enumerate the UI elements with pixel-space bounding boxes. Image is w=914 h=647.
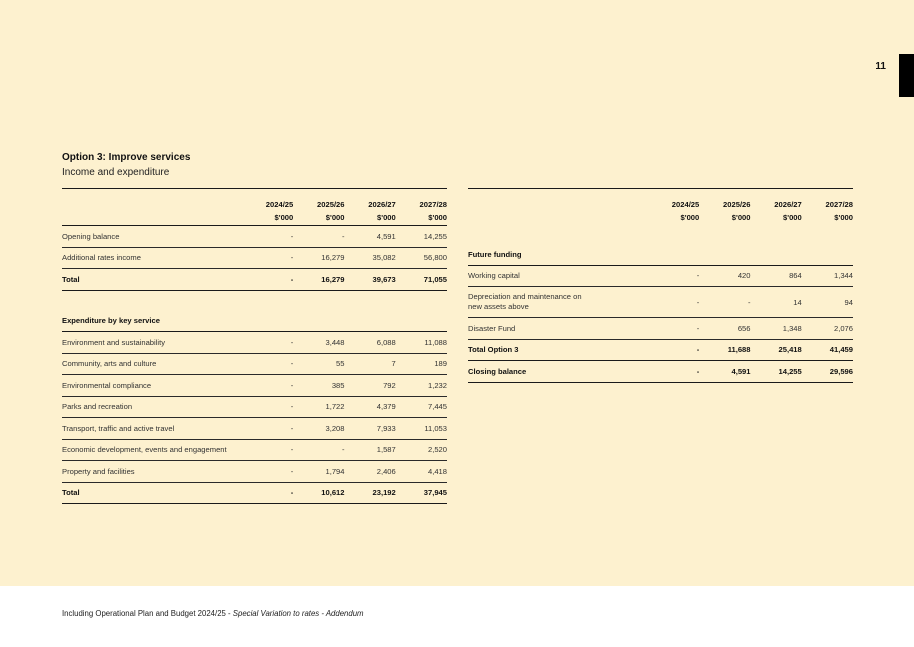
- total-value: 4,591: [699, 361, 750, 383]
- row-value: 1,348: [751, 318, 802, 340]
- total-value: -: [242, 482, 293, 504]
- total-value: 39,673: [345, 269, 396, 291]
- column-unit: $'000: [731, 212, 751, 222]
- column-year: 2026/27: [751, 189, 802, 210]
- row-label: Depreciation and maintenance on new assets above: [468, 287, 648, 318]
- total-label: Total: [62, 482, 242, 504]
- total-value: 23,192: [345, 482, 396, 504]
- table-row: [62, 461, 447, 483]
- row-label: Parks and recreation: [62, 396, 242, 418]
- row-label: Community, arts and culture: [62, 353, 242, 375]
- total-label: Closing balance: [468, 361, 648, 383]
- total-value: 16,279: [293, 269, 344, 291]
- row-value: 4,379: [345, 396, 396, 418]
- column-year: 2026/27: [345, 189, 396, 210]
- row-label: Property and facilities: [62, 461, 242, 483]
- row-value: 656: [699, 318, 750, 340]
- row-value: -: [699, 287, 750, 318]
- column-unit: $'000: [396, 209, 447, 226]
- row-value: -: [242, 226, 293, 248]
- row-value: 3,208: [293, 418, 344, 440]
- table-row: [62, 439, 447, 461]
- page-number: 11: [875, 61, 886, 72]
- row-value: 7,933: [345, 418, 396, 440]
- row-value: 7,445: [396, 396, 447, 418]
- income-expenditure-table: [62, 188, 447, 504]
- row-value: 16,279: [293, 247, 344, 269]
- row-label: Opening balance: [62, 226, 242, 248]
- total-label: Total: [62, 269, 242, 291]
- row-label: Disaster Fund: [468, 318, 648, 340]
- table-row: [62, 375, 447, 397]
- expenditure-total-row: [62, 482, 447, 504]
- row-value: -: [242, 375, 293, 397]
- row-value: 1,794: [293, 461, 344, 483]
- row-value: 189: [396, 353, 447, 375]
- row-value: 1,587: [345, 439, 396, 461]
- row-value: 1,232: [396, 375, 447, 397]
- table-row: [62, 226, 447, 248]
- table-row: [468, 265, 853, 287]
- section-heading-row: [468, 244, 853, 265]
- row-value: 3,448: [293, 332, 344, 354]
- column-unit: $'000: [345, 209, 396, 226]
- total-value: 14,255: [751, 361, 802, 383]
- row-value: -: [293, 226, 344, 248]
- row-value: -: [242, 461, 293, 483]
- footer-text: Including Operational Plan and Budget 2024/25 -: [62, 609, 233, 618]
- table-row: [62, 332, 447, 354]
- row-value: -: [242, 396, 293, 418]
- row-value: 1,344: [802, 265, 853, 287]
- total-value: 41,459: [802, 339, 853, 361]
- future-funding-heading: Future funding: [468, 244, 853, 265]
- row-value: -: [242, 247, 293, 269]
- row-value: 94: [802, 287, 853, 318]
- row-value: -: [648, 318, 699, 340]
- row-value: -: [648, 265, 699, 287]
- total-value: 11,688: [699, 339, 750, 361]
- row-value: 11,088: [396, 332, 447, 354]
- table-row: [468, 318, 853, 340]
- page-subtitle: Income and expenditure: [62, 167, 170, 178]
- row-label: Working capital: [468, 265, 648, 287]
- total-value: -: [648, 361, 699, 383]
- row-value: 14: [751, 287, 802, 318]
- column-year: 2024/25: [242, 189, 293, 210]
- future-funding-table: [468, 188, 853, 383]
- row-value: 864: [751, 265, 802, 287]
- row-value: 11,053: [396, 418, 447, 440]
- page-tab-marker: [899, 54, 914, 97]
- column-unit: $'000: [834, 212, 853, 222]
- row-value: 385: [293, 375, 344, 397]
- row-label: Environment and sustainability: [62, 332, 242, 354]
- column-unit: $'000: [242, 209, 293, 226]
- row-value: 2,076: [802, 318, 853, 340]
- row-label: Additional rates income: [62, 247, 242, 269]
- total-value: 25,418: [751, 339, 802, 361]
- column-year: 2027/28: [396, 189, 447, 210]
- table-row: [62, 396, 447, 418]
- page-footer: [62, 609, 364, 618]
- row-value: 1,722: [293, 396, 344, 418]
- column-year: 2025/26: [293, 189, 344, 210]
- row-value: 7: [345, 353, 396, 375]
- row-value: 56,800: [396, 247, 447, 269]
- total-value: -: [648, 339, 699, 361]
- column-year: 2024/25: [648, 189, 699, 210]
- total-value: 71,055: [396, 269, 447, 291]
- column-year: 2027/28: [802, 189, 853, 210]
- total-option-row: [468, 339, 853, 361]
- column-unit: $'000: [680, 212, 700, 222]
- row-value: -: [242, 418, 293, 440]
- page-title: Option 3: Improve services: [62, 152, 191, 163]
- row-value: 14,255: [396, 226, 447, 248]
- row-value: -: [293, 439, 344, 461]
- total-value: 29,596: [802, 361, 853, 383]
- row-value: 55: [293, 353, 344, 375]
- row-value: -: [648, 287, 699, 318]
- column-unit: $'000: [783, 212, 802, 222]
- table-row: [468, 287, 853, 318]
- row-label: Environmental compliance: [62, 375, 242, 397]
- footer-emphasis: Special Variation to rates - Addendum: [232, 609, 364, 618]
- row-value: 420: [699, 265, 750, 287]
- table-row: [62, 353, 447, 375]
- row-value: 4,418: [396, 461, 447, 483]
- row-value: -: [242, 439, 293, 461]
- closing-balance-row: [468, 361, 853, 383]
- total-value: 10,612: [293, 482, 344, 504]
- table-row: [62, 247, 447, 269]
- table-row: [62, 418, 447, 440]
- row-value: 792: [345, 375, 396, 397]
- row-value: 2,520: [396, 439, 447, 461]
- row-label: Transport, traffic and active travel: [62, 418, 242, 440]
- column-unit: $'000: [293, 209, 344, 226]
- row-value: 6,088: [345, 332, 396, 354]
- row-value: 35,082: [345, 247, 396, 269]
- row-value: -: [242, 332, 293, 354]
- expenditure-heading: Expenditure by key service: [62, 311, 447, 332]
- total-value: 37,945: [396, 482, 447, 504]
- row-label: Economic development, events and engagement: [62, 439, 242, 461]
- row-value: 4,591: [345, 226, 396, 248]
- section-heading-row: [62, 311, 447, 332]
- row-value: 2,406: [345, 461, 396, 483]
- row-value: -: [242, 353, 293, 375]
- total-value: -: [242, 269, 293, 291]
- column-year: 2025/26: [699, 189, 750, 210]
- income-total-row: [62, 269, 447, 291]
- total-label: Total Option 3: [468, 339, 648, 361]
